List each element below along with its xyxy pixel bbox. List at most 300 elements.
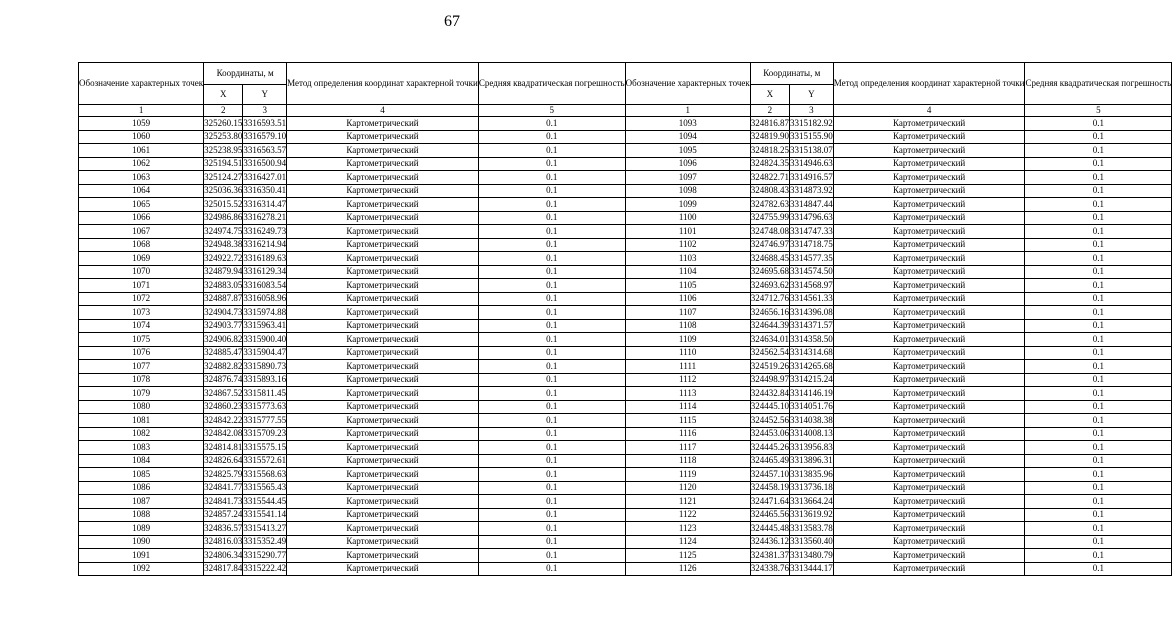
- x-coord-cell: 324432.84: [750, 387, 789, 401]
- point-id-cell: 1075: [79, 333, 204, 347]
- column-number: 1: [625, 105, 750, 117]
- y-coord-cell: 3313835.96: [790, 468, 834, 482]
- method-cell: Картометрический: [287, 468, 479, 482]
- error-cell: 0.1: [478, 360, 625, 374]
- x-coord-cell: 324755.99: [750, 211, 789, 225]
- y-coord-cell: 3316129.34: [243, 265, 287, 279]
- error-cell: 0.1: [478, 211, 625, 225]
- y-coord-cell: 3314008.13: [790, 427, 834, 441]
- method-cell: Картометрический: [833, 346, 1025, 360]
- point-id-cell: 1108: [625, 319, 750, 333]
- point-id-cell: 1112: [625, 373, 750, 387]
- point-id-cell: 1064: [79, 184, 204, 198]
- table-row: [79, 157, 1172, 171]
- method-cell: Картометрический: [833, 198, 1025, 212]
- method-cell: Картометрический: [287, 265, 479, 279]
- y-coord-cell: 3314718.75: [790, 238, 834, 252]
- error-cell: 0.1: [1025, 481, 1172, 495]
- y-coord-cell: 3316058.96: [243, 292, 287, 306]
- error-cell: 0.1: [1025, 468, 1172, 482]
- table-row: [79, 387, 1172, 401]
- error-cell: 0.1: [1025, 508, 1172, 522]
- y-coord-cell: 3315155.90: [790, 130, 834, 144]
- error-cell: 0.1: [1025, 535, 1172, 549]
- error-cell: 0.1: [478, 292, 625, 306]
- error-cell: 0.1: [478, 346, 625, 360]
- method-cell: Картометрический: [833, 130, 1025, 144]
- x-coord-cell: 324808.43: [750, 184, 789, 198]
- method-cell: Картометрический: [287, 225, 479, 239]
- point-id-cell: 1082: [79, 427, 204, 441]
- error-cell: 0.1: [1025, 333, 1172, 347]
- column-number: 3: [790, 105, 834, 117]
- table-row: [79, 454, 1172, 468]
- table-row: [79, 292, 1172, 306]
- table-row: [79, 562, 1172, 576]
- method-cell: Картометрический: [833, 468, 1025, 482]
- table-row: [79, 373, 1172, 387]
- y-coord-cell: 3315709.23: [243, 427, 287, 441]
- point-id-cell: 1084: [79, 454, 204, 468]
- y-coord-cell: 3316189.63: [243, 252, 287, 266]
- error-cell: 0.1: [1025, 427, 1172, 441]
- table-row: [79, 346, 1172, 360]
- column-number: 5: [1025, 105, 1172, 117]
- column-number: 3: [243, 105, 287, 117]
- error-cell: 0.1: [1025, 360, 1172, 374]
- error-cell: 0.1: [1025, 225, 1172, 239]
- y-coord-cell: 3315290.77: [243, 549, 287, 563]
- y-coord-cell: 3315544.45: [243, 495, 287, 509]
- point-id-cell: 1104: [625, 265, 750, 279]
- error-cell: 0.1: [478, 157, 625, 171]
- y-coord-cell: 3314796.63: [790, 211, 834, 225]
- x-coord-cell: 324644.39: [750, 319, 789, 333]
- method-cell: Картометрический: [287, 238, 479, 252]
- point-id-cell: 1066: [79, 211, 204, 225]
- x-coord-cell: 324445.10: [750, 400, 789, 414]
- point-id-cell: 1079: [79, 387, 204, 401]
- y-coord-cell: 3314577.35: [790, 252, 834, 266]
- table-row: [79, 238, 1172, 252]
- header-error-right: Средняя квадратическая погрешность: [1025, 63, 1172, 105]
- x-coord-cell: 324782.63: [750, 198, 789, 212]
- point-id-cell: 1061: [79, 144, 204, 158]
- table-row: [79, 198, 1172, 212]
- y-coord-cell: 3315138.07: [790, 144, 834, 158]
- x-coord-cell: 324465.49: [750, 454, 789, 468]
- error-cell: 0.1: [1025, 454, 1172, 468]
- y-coord-cell: 3313956.83: [790, 441, 834, 455]
- y-coord-cell: 3314946.63: [790, 157, 834, 171]
- y-coord-cell: 3316593.51: [243, 117, 287, 131]
- header-y-left: Y: [243, 85, 287, 105]
- y-coord-cell: 3314916.57: [790, 171, 834, 185]
- error-cell: 0.1: [1025, 252, 1172, 266]
- method-cell: Картометрический: [287, 360, 479, 374]
- method-cell: Картометрический: [833, 373, 1025, 387]
- y-coord-cell: 3314215.24: [790, 373, 834, 387]
- point-id-cell: 1107: [625, 306, 750, 320]
- error-cell: 0.1: [1025, 157, 1172, 171]
- x-coord-cell: 324948.38: [204, 238, 243, 252]
- method-cell: Картометрический: [287, 211, 479, 225]
- x-coord-cell: 324922.72: [204, 252, 243, 266]
- column-number: 4: [287, 105, 479, 117]
- y-coord-cell: 3314568.97: [790, 279, 834, 293]
- point-id-cell: 1102: [625, 238, 750, 252]
- table-row: [79, 225, 1172, 239]
- method-cell: Картометрический: [833, 549, 1025, 563]
- x-coord-cell: 324748.08: [750, 225, 789, 239]
- x-coord-cell: 324519.26: [750, 360, 789, 374]
- error-cell: 0.1: [1025, 414, 1172, 428]
- y-coord-cell: 3314358.50: [790, 333, 834, 347]
- error-cell: 0.1: [1025, 144, 1172, 158]
- x-coord-cell: 324445.26: [750, 441, 789, 455]
- header-x-right: X: [750, 85, 789, 105]
- error-cell: 0.1: [1025, 292, 1172, 306]
- table-body: [79, 117, 1172, 576]
- point-id-cell: 1097: [625, 171, 750, 185]
- point-id-cell: 1120: [625, 481, 750, 495]
- x-coord-cell: 324445.48: [750, 522, 789, 536]
- y-coord-cell: 3315974.88: [243, 306, 287, 320]
- y-coord-cell: 3316249.73: [243, 225, 287, 239]
- point-id-cell: 1076: [79, 346, 204, 360]
- point-id-cell: 1096: [625, 157, 750, 171]
- method-cell: Картометрический: [833, 319, 1025, 333]
- error-cell: 0.1: [478, 454, 625, 468]
- error-cell: 0.1: [478, 306, 625, 320]
- error-cell: 0.1: [1025, 171, 1172, 185]
- y-coord-cell: 3315963.41: [243, 319, 287, 333]
- method-cell: Картометрический: [287, 144, 479, 158]
- point-id-cell: 1088: [79, 508, 204, 522]
- column-number: 5: [478, 105, 625, 117]
- column-number: 1: [79, 105, 204, 117]
- point-id-cell: 1083: [79, 441, 204, 455]
- header-method-left: Метод определения координат характерной точки: [287, 63, 479, 105]
- x-coord-cell: 325036.36: [204, 184, 243, 198]
- method-cell: Картометрический: [287, 414, 479, 428]
- x-coord-cell: 324824.35: [750, 157, 789, 171]
- x-coord-cell: 324458.19: [750, 481, 789, 495]
- point-id-cell: 1099: [625, 198, 750, 212]
- point-id-cell: 1110: [625, 346, 750, 360]
- error-cell: 0.1: [1025, 265, 1172, 279]
- table-row: [79, 265, 1172, 279]
- method-cell: Картометрический: [833, 265, 1025, 279]
- x-coord-cell: 324498.97: [750, 373, 789, 387]
- y-coord-cell: 3313619.92: [790, 508, 834, 522]
- method-cell: Картометрический: [833, 535, 1025, 549]
- method-cell: Картометрический: [833, 562, 1025, 576]
- error-cell: 0.1: [478, 549, 625, 563]
- method-cell: Картометрический: [833, 333, 1025, 347]
- point-id-cell: 1063: [79, 171, 204, 185]
- method-cell: Картометрический: [287, 387, 479, 401]
- x-coord-cell: 325260.15: [204, 117, 243, 131]
- y-coord-cell: 3316579.10: [243, 130, 287, 144]
- x-coord-cell: 324885.47: [204, 346, 243, 360]
- method-cell: Картометрический: [287, 319, 479, 333]
- method-cell: Картометрический: [287, 130, 479, 144]
- method-cell: Картометрический: [287, 292, 479, 306]
- point-id-cell: 1062: [79, 157, 204, 171]
- method-cell: Картометрический: [833, 508, 1025, 522]
- error-cell: 0.1: [478, 562, 625, 576]
- error-cell: 0.1: [1025, 373, 1172, 387]
- point-id-cell: 1095: [625, 144, 750, 158]
- header-method-right: Метод определения координат характерной точки: [833, 63, 1025, 105]
- y-coord-cell: 3313583.78: [790, 522, 834, 536]
- error-cell: 0.1: [1025, 319, 1172, 333]
- error-cell: 0.1: [478, 427, 625, 441]
- y-coord-cell: 3313664.24: [790, 495, 834, 509]
- method-cell: Картометрический: [287, 279, 479, 293]
- method-cell: Картометрический: [833, 387, 1025, 401]
- error-cell: 0.1: [1025, 522, 1172, 536]
- error-cell: 0.1: [1025, 117, 1172, 131]
- x-coord-cell: 324841.77: [204, 481, 243, 495]
- point-id-cell: 1117: [625, 441, 750, 455]
- x-coord-cell: 324695.68: [750, 265, 789, 279]
- y-coord-cell: 3315568.63: [243, 468, 287, 482]
- table-row: [79, 117, 1172, 131]
- error-cell: 0.1: [1025, 306, 1172, 320]
- method-cell: Картометрический: [833, 481, 1025, 495]
- error-cell: 0.1: [478, 508, 625, 522]
- y-coord-cell: 3316278.21: [243, 211, 287, 225]
- x-coord-cell: 324814.81: [204, 441, 243, 455]
- x-coord-cell: 324986.86: [204, 211, 243, 225]
- error-cell: 0.1: [478, 171, 625, 185]
- method-cell: Картометрический: [287, 495, 479, 509]
- point-id-cell: 1077: [79, 360, 204, 374]
- y-coord-cell: 3315541.14: [243, 508, 287, 522]
- method-cell: Картометрический: [287, 184, 479, 198]
- error-cell: 0.1: [1025, 562, 1172, 576]
- x-coord-cell: 324857.24: [204, 508, 243, 522]
- table-row: [79, 279, 1172, 293]
- method-cell: Картометрический: [833, 144, 1025, 158]
- error-cell: 0.1: [1025, 400, 1172, 414]
- y-coord-cell: 3314265.68: [790, 360, 834, 374]
- point-id-cell: 1101: [625, 225, 750, 239]
- method-cell: Картометрический: [287, 306, 479, 320]
- x-coord-cell: 324879.94: [204, 265, 243, 279]
- method-cell: Картометрический: [287, 427, 479, 441]
- method-cell: Картометрический: [287, 522, 479, 536]
- header-y-right: Y: [790, 85, 834, 105]
- method-cell: Картометрический: [287, 535, 479, 549]
- x-coord-cell: 324634.01: [750, 333, 789, 347]
- table-row: [79, 508, 1172, 522]
- method-cell: Картометрический: [833, 225, 1025, 239]
- x-coord-cell: 324381.37: [750, 549, 789, 563]
- y-coord-cell: 3316350.41: [243, 184, 287, 198]
- x-coord-cell: 324887.87: [204, 292, 243, 306]
- method-cell: Картометрический: [833, 454, 1025, 468]
- x-coord-cell: 324904.73: [204, 306, 243, 320]
- x-coord-cell: 325253.80: [204, 130, 243, 144]
- x-coord-cell: 324860.23: [204, 400, 243, 414]
- error-cell: 0.1: [478, 130, 625, 144]
- method-cell: Картометрический: [833, 306, 1025, 320]
- method-cell: Картометрический: [287, 562, 479, 576]
- error-cell: 0.1: [478, 319, 625, 333]
- table-row: [79, 400, 1172, 414]
- x-coord-cell: 324656.16: [750, 306, 789, 320]
- y-coord-cell: 3315773.63: [243, 400, 287, 414]
- table-row: [79, 481, 1172, 495]
- x-coord-cell: 324436.12: [750, 535, 789, 549]
- point-id-cell: 1073: [79, 306, 204, 320]
- y-coord-cell: 3313736.18: [790, 481, 834, 495]
- y-coord-cell: 3315890.73: [243, 360, 287, 374]
- x-coord-cell: 324836.57: [204, 522, 243, 536]
- method-cell: Картометрический: [833, 522, 1025, 536]
- method-cell: Картометрический: [287, 481, 479, 495]
- point-id-cell: 1092: [79, 562, 204, 576]
- point-id-cell: 1089: [79, 522, 204, 536]
- method-cell: Картометрический: [833, 117, 1025, 131]
- header-point-right: Обозначение характерных точек: [625, 63, 750, 105]
- y-coord-cell: 3314371.57: [790, 319, 834, 333]
- point-id-cell: 1109: [625, 333, 750, 347]
- header-point-left: Обозначение характерных точек: [79, 63, 204, 105]
- error-cell: 0.1: [478, 225, 625, 239]
- column-number: 2: [204, 105, 243, 117]
- x-coord-cell: 324457.10: [750, 468, 789, 482]
- y-coord-cell: 3315811.45: [243, 387, 287, 401]
- y-coord-cell: 3314561.33: [790, 292, 834, 306]
- error-cell: 0.1: [1025, 184, 1172, 198]
- point-id-cell: 1126: [625, 562, 750, 576]
- x-coord-cell: 325124.27: [204, 171, 243, 185]
- x-coord-cell: 324883.05: [204, 279, 243, 293]
- method-cell: Картометрический: [833, 279, 1025, 293]
- point-id-cell: 1080: [79, 400, 204, 414]
- column-number: 2: [750, 105, 789, 117]
- error-cell: 0.1: [1025, 130, 1172, 144]
- x-coord-cell: 324453.06: [750, 427, 789, 441]
- method-cell: Картометрический: [287, 157, 479, 171]
- method-cell: Картометрический: [287, 441, 479, 455]
- y-coord-cell: 3314314.68: [790, 346, 834, 360]
- error-cell: 0.1: [478, 184, 625, 198]
- y-coord-cell: 3315352.49: [243, 535, 287, 549]
- error-cell: 0.1: [1025, 549, 1172, 563]
- error-cell: 0.1: [478, 387, 625, 401]
- x-coord-cell: 324818.25: [750, 144, 789, 158]
- y-coord-cell: 3314574.50: [790, 265, 834, 279]
- error-cell: 0.1: [1025, 495, 1172, 509]
- header-coords-right: Координаты, м: [750, 63, 833, 85]
- point-id-cell: 1125: [625, 549, 750, 563]
- y-coord-cell: 3316083.54: [243, 279, 287, 293]
- y-coord-cell: 3316427.01: [243, 171, 287, 185]
- point-id-cell: 1065: [79, 198, 204, 212]
- table-row: [79, 468, 1172, 482]
- point-id-cell: 1121: [625, 495, 750, 509]
- table-row: [79, 171, 1172, 185]
- method-cell: Картометрический: [833, 495, 1025, 509]
- method-cell: Картометрический: [833, 171, 1025, 185]
- method-cell: Картометрический: [833, 184, 1025, 198]
- error-cell: 0.1: [478, 238, 625, 252]
- table-row: [79, 130, 1172, 144]
- table-row: [79, 306, 1172, 320]
- point-id-cell: 1114: [625, 400, 750, 414]
- point-id-cell: 1069: [79, 252, 204, 266]
- y-coord-cell: 3315777.55: [243, 414, 287, 428]
- method-cell: Картометрический: [833, 211, 1025, 225]
- point-id-cell: 1093: [625, 117, 750, 131]
- x-coord-cell: 324817.84: [204, 562, 243, 576]
- x-coord-cell: 324816.03: [204, 535, 243, 549]
- error-cell: 0.1: [478, 279, 625, 293]
- point-id-cell: 1115: [625, 414, 750, 428]
- x-coord-cell: 324471.64: [750, 495, 789, 509]
- method-cell: Картометрический: [287, 333, 479, 347]
- point-id-cell: 1090: [79, 535, 204, 549]
- y-coord-cell: 3316214.94: [243, 238, 287, 252]
- point-id-cell: 1098: [625, 184, 750, 198]
- method-cell: Картометрический: [833, 238, 1025, 252]
- x-coord-cell: 324746.97: [750, 238, 789, 252]
- method-cell: Картометрический: [287, 508, 479, 522]
- method-cell: Картометрический: [833, 414, 1025, 428]
- y-coord-cell: 3315565.43: [243, 481, 287, 495]
- method-cell: Картометрический: [287, 171, 479, 185]
- table-row: [79, 441, 1172, 455]
- method-cell: Картометрический: [833, 157, 1025, 171]
- x-coord-cell: 325238.95: [204, 144, 243, 158]
- point-id-cell: 1105: [625, 279, 750, 293]
- error-cell: 0.1: [478, 441, 625, 455]
- x-coord-cell: 324562.54: [750, 346, 789, 360]
- y-coord-cell: 3313560.40: [790, 535, 834, 549]
- error-cell: 0.1: [478, 333, 625, 347]
- x-coord-cell: 324876.74: [204, 373, 243, 387]
- error-cell: 0.1: [1025, 441, 1172, 455]
- point-id-cell: 1085: [79, 468, 204, 482]
- x-coord-cell: 324841.73: [204, 495, 243, 509]
- table-row: [79, 495, 1172, 509]
- y-coord-cell: 3315893.16: [243, 373, 287, 387]
- table-row: [79, 211, 1172, 225]
- point-id-cell: 1094: [625, 130, 750, 144]
- y-coord-cell: 3316563.57: [243, 144, 287, 158]
- y-coord-cell: 3316500.94: [243, 157, 287, 171]
- table-row: [79, 319, 1172, 333]
- table-row: [79, 535, 1172, 549]
- header-coords-left: Координаты, м: [204, 63, 287, 85]
- column-numbers-row: [79, 105, 1172, 117]
- point-id-cell: 1119: [625, 468, 750, 482]
- method-cell: Картометрический: [833, 292, 1025, 306]
- table-row: [79, 427, 1172, 441]
- x-coord-cell: 324825.79: [204, 468, 243, 482]
- x-coord-cell: 324826.64: [204, 454, 243, 468]
- point-id-cell: 1106: [625, 292, 750, 306]
- table-row: [79, 333, 1172, 347]
- error-cell: 0.1: [1025, 346, 1172, 360]
- point-id-cell: 1067: [79, 225, 204, 239]
- table-row: [79, 414, 1172, 428]
